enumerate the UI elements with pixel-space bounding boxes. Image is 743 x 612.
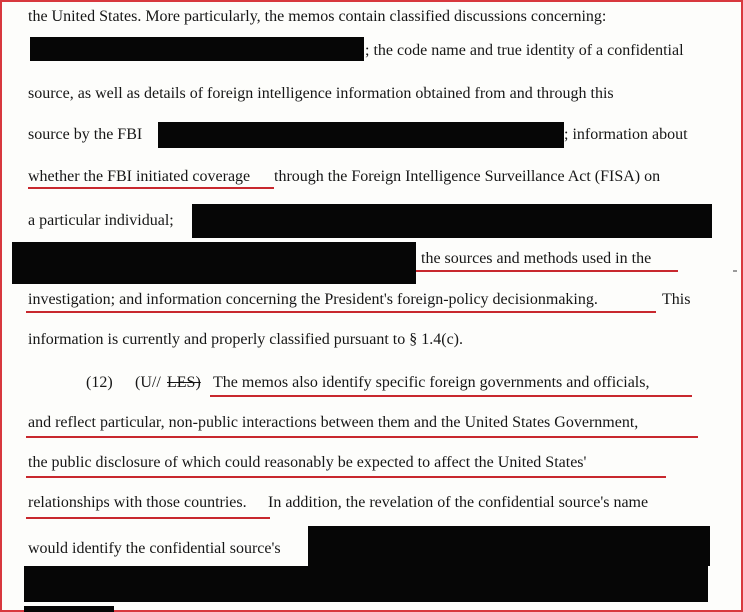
line-10-text-underlined: The memos also identify specific foreign governments and officials, <box>213 374 650 391</box>
text-line-2 <box>2 36 743 66</box>
redaction-box <box>192 204 712 238</box>
line-6-text: a particular individual; <box>28 212 174 229</box>
redaction-box <box>308 526 710 566</box>
text-line-11 <box>2 408 743 438</box>
paragraph-number: (12) <box>86 374 113 391</box>
scan-mark <box>733 270 737 272</box>
redaction-box <box>158 122 564 148</box>
line-1-text: the United States. More particularly, the memos contain classified discussions concerning: <box>28 8 607 25</box>
red-underline <box>26 436 698 438</box>
text-line-1 <box>2 2 743 32</box>
text-line-10 <box>2 368 743 398</box>
line-4-text-b: ; information about <box>564 126 688 143</box>
redaction-box <box>24 566 708 602</box>
line-8-text-underlined: investigation; and information concerning the President's foreign-policy decisionmaking. <box>28 291 598 308</box>
text-line-13 <box>2 488 743 518</box>
red-underline <box>26 476 666 478</box>
line-4-text-a: source by the FBI <box>28 126 143 143</box>
line-9-text: information is currently and properly classified pursuant to § 1.4(c). <box>28 331 463 348</box>
line-12-text-underlined: the public disclosure of which could reasonably be expected to affect the United States' <box>28 454 587 471</box>
text-line-3 <box>2 79 743 109</box>
line-7-text-underlined: the sources and methods used in the <box>421 250 652 267</box>
line-13-text-b: In addition, the revelation of the confidential source's name <box>268 494 649 511</box>
classification-prefix: (U// <box>135 374 161 391</box>
line-2-text: ; the code name and true identity of a confidential <box>365 42 684 59</box>
text-line-12 <box>2 448 743 478</box>
line-13-text-underlined: relationships with those countries. <box>28 494 247 511</box>
red-underline <box>28 187 274 189</box>
text-line-9 <box>2 325 743 355</box>
line-14-text: would identify the confidential source's <box>28 540 281 557</box>
red-underline <box>210 395 692 397</box>
line-8-text-b: This <box>662 291 691 308</box>
redaction-box <box>24 606 114 612</box>
red-underline <box>26 311 656 313</box>
red-underline <box>416 270 678 272</box>
line-5-text-underlined: whether the FBI initiated coverage <box>28 168 251 185</box>
line-11-text-underlined: and reflect particular, non-public interactions between them and the United States Government, <box>28 414 639 431</box>
line-5-text-b: through the Foreign Intelligence Surveillance Act (FISA) on <box>274 168 661 185</box>
line-3-text: source, as well as details of foreign intelligence information obtained from and through this <box>28 85 614 102</box>
classification-struck: LES) <box>167 374 201 391</box>
red-underline <box>26 517 270 519</box>
